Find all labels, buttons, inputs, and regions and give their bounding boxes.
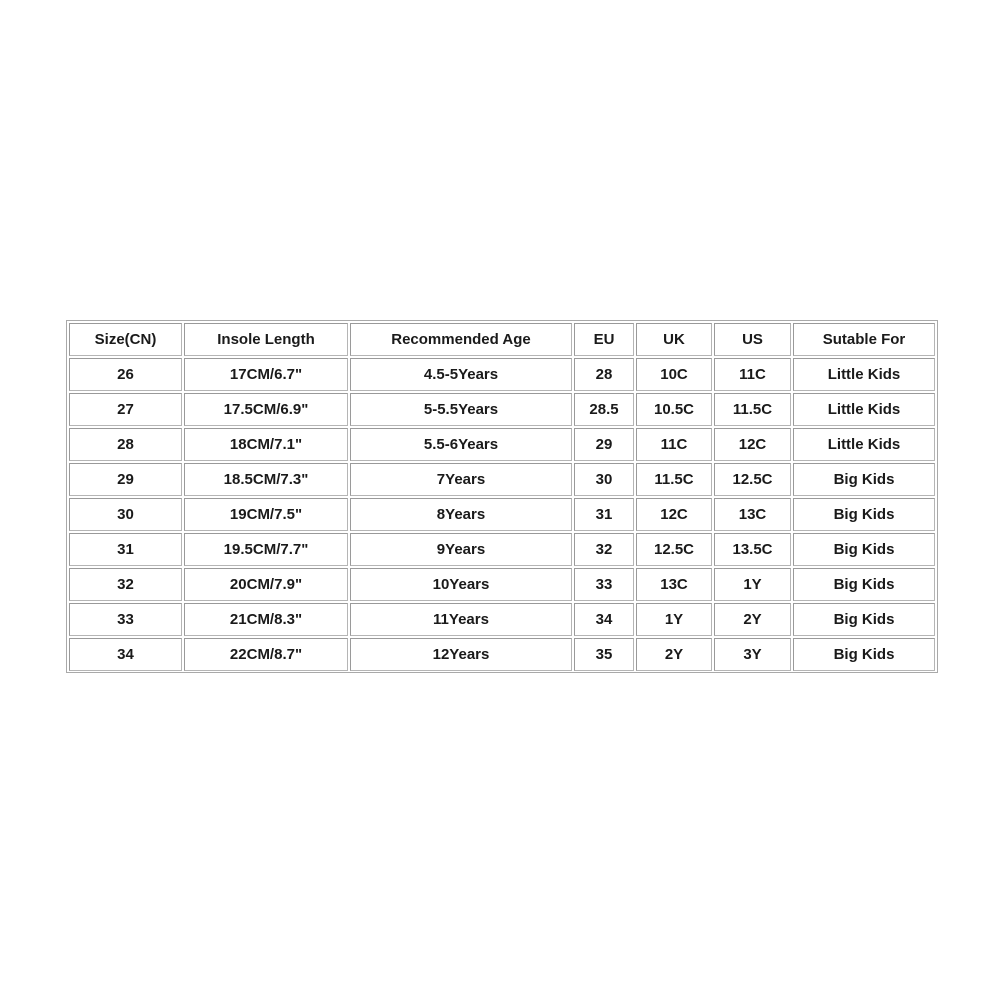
header-sutable-for: Sutable For [793, 323, 935, 356]
cell-recommended-age: 10Years [350, 568, 572, 601]
cell-recommended-age: 4.5-5Years [350, 358, 572, 391]
cell-sutable-for: Big Kids [793, 533, 935, 566]
cell-uk: 11C [636, 428, 712, 461]
cell-insole-length: 20CM/7.9" [184, 568, 348, 601]
cell-insole-length: 19.5CM/7.7" [184, 533, 348, 566]
cell-uk: 10.5C [636, 393, 712, 426]
cell-sutable-for: Big Kids [793, 463, 935, 496]
cell-size-cn: 34 [69, 638, 182, 671]
cell-uk: 12.5C [636, 533, 712, 566]
table-row [69, 603, 935, 636]
cell-size-cn: 30 [69, 498, 182, 531]
table-row [69, 498, 935, 531]
header-size-cn: Size(CN) [69, 323, 182, 356]
cell-us: 13.5C [714, 533, 791, 566]
cell-us: 13C [714, 498, 791, 531]
table-header-row [69, 323, 935, 356]
table-row [69, 568, 935, 601]
cell-size-cn: 32 [69, 568, 182, 601]
table-row [69, 533, 935, 566]
table-row [69, 428, 935, 461]
cell-insole-length: 19CM/7.5" [184, 498, 348, 531]
header-recommended-age: Recommended Age [350, 323, 572, 356]
cell-uk: 2Y [636, 638, 712, 671]
cell-recommended-age: 5-5.5Years [350, 393, 572, 426]
cell-recommended-age: 12Years [350, 638, 572, 671]
cell-insole-length: 17CM/6.7" [184, 358, 348, 391]
cell-recommended-age: 7Years [350, 463, 572, 496]
size-chart [66, 320, 938, 673]
cell-size-cn: 27 [69, 393, 182, 426]
cell-uk: 13C [636, 568, 712, 601]
cell-us: 1Y [714, 568, 791, 601]
cell-us: 12.5C [714, 463, 791, 496]
cell-eu: 28 [574, 358, 634, 391]
cell-eu: 33 [574, 568, 634, 601]
cell-sutable-for: Big Kids [793, 638, 935, 671]
cell-insole-length: 22CM/8.7" [184, 638, 348, 671]
table-row [69, 358, 935, 391]
cell-size-cn: 28 [69, 428, 182, 461]
cell-eu: 32 [574, 533, 634, 566]
cell-recommended-age: 8Years [350, 498, 572, 531]
cell-uk: 12C [636, 498, 712, 531]
cell-eu: 29 [574, 428, 634, 461]
cell-recommended-age: 9Years [350, 533, 572, 566]
table-row [69, 638, 935, 671]
cell-uk: 11.5C [636, 463, 712, 496]
cell-sutable-for: Little Kids [793, 428, 935, 461]
cell-insole-length: 17.5CM/6.9" [184, 393, 348, 426]
header-insole-length: Insole Length [184, 323, 348, 356]
cell-size-cn: 29 [69, 463, 182, 496]
cell-recommended-age: 5.5-6Years [350, 428, 572, 461]
header-us: US [714, 323, 791, 356]
cell-size-cn: 31 [69, 533, 182, 566]
cell-eu: 34 [574, 603, 634, 636]
cell-recommended-age: 11Years [350, 603, 572, 636]
cell-sutable-for: Big Kids [793, 568, 935, 601]
cell-insole-length: 21CM/8.3" [184, 603, 348, 636]
cell-eu: 30 [574, 463, 634, 496]
cell-sutable-for: Little Kids [793, 358, 935, 391]
cell-sutable-for: Little Kids [793, 393, 935, 426]
cell-sutable-for: Big Kids [793, 603, 935, 636]
table-row [69, 463, 935, 496]
cell-insole-length: 18.5CM/7.3" [184, 463, 348, 496]
cell-uk: 10C [636, 358, 712, 391]
cell-us: 2Y [714, 603, 791, 636]
cell-size-cn: 26 [69, 358, 182, 391]
cell-eu: 28.5 [574, 393, 634, 426]
cell-us: 3Y [714, 638, 791, 671]
cell-eu: 35 [574, 638, 634, 671]
cell-sutable-for: Big Kids [793, 498, 935, 531]
table-row [69, 393, 935, 426]
cell-us: 12C [714, 428, 791, 461]
cell-insole-length: 18CM/7.1" [184, 428, 348, 461]
cell-size-cn: 33 [69, 603, 182, 636]
header-eu: EU [574, 323, 634, 356]
cell-us: 11C [714, 358, 791, 391]
header-uk: UK [636, 323, 712, 356]
size-chart-table [67, 321, 937, 673]
cell-uk: 1Y [636, 603, 712, 636]
cell-us: 11.5C [714, 393, 791, 426]
cell-eu: 31 [574, 498, 634, 531]
